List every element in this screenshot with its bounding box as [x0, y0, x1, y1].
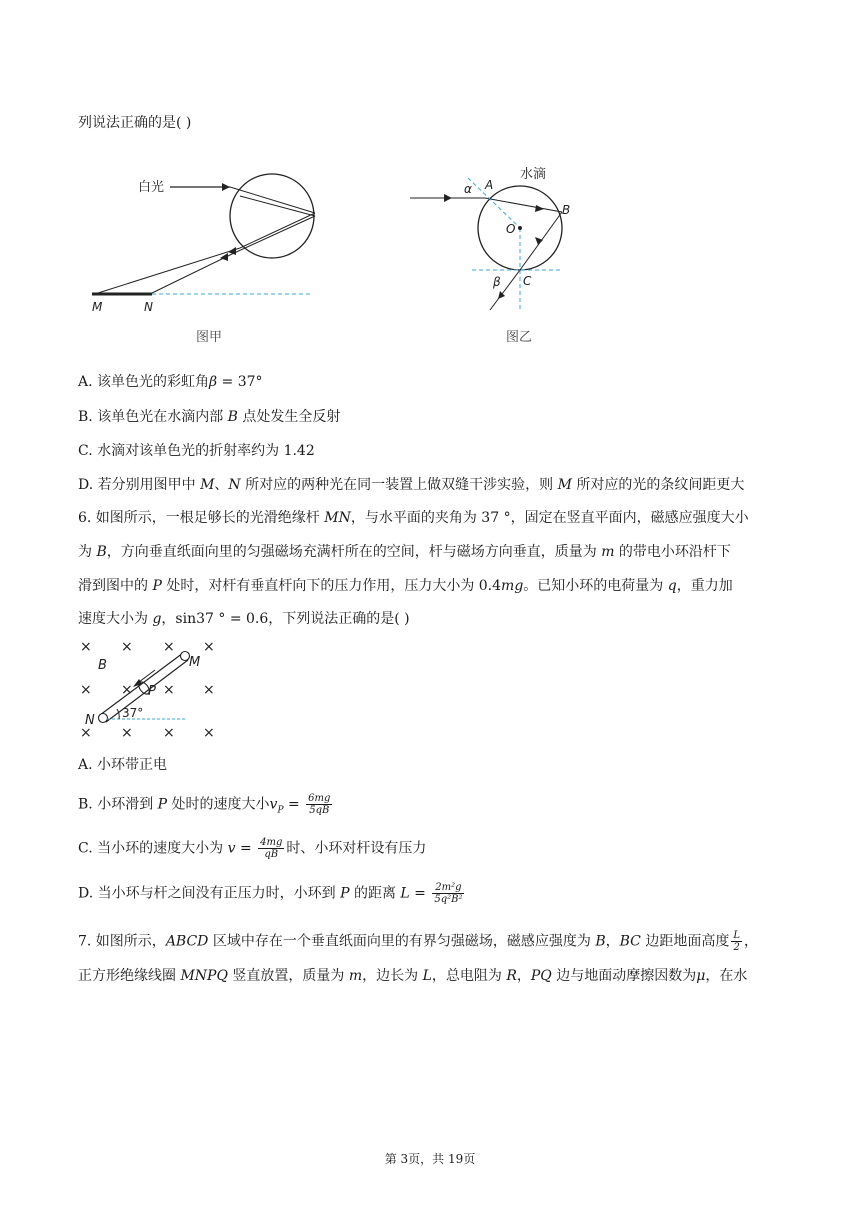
q6-c-var: v — [227, 840, 236, 857]
figure-yi — [410, 160, 590, 350]
q6-c-num: 4mg — [260, 837, 283, 848]
q7-l1v3: BC — [619, 933, 641, 950]
page-footer: 第 3页，共 19页 — [384, 1152, 476, 1166]
q6-b-fraction — [306, 793, 332, 816]
q6-b-den: 5qB — [309, 805, 330, 816]
q6-label-N: N — [85, 713, 95, 728]
q6-label-B: B — [98, 658, 107, 673]
q6-b-pre: B. 小环滑到 — [78, 796, 158, 813]
q6-c-post: 时、小环对杆设有压力 — [286, 840, 427, 857]
cross-12: × — [203, 725, 215, 741]
q6-l2v2: m — [601, 544, 615, 560]
q6-d-var2: L — [400, 885, 410, 902]
q6-line-2 — [78, 542, 731, 562]
q6-d-fraction — [432, 882, 464, 905]
q6-d-eq: = — [409, 885, 431, 902]
q6-d-den: 5q²B² — [434, 894, 463, 905]
q6-line-4 — [78, 609, 410, 629]
cross-2: × — [121, 639, 133, 655]
q6-line-3 — [78, 576, 733, 596]
label-B: B — [562, 203, 571, 217]
q6-option-c — [78, 837, 426, 860]
q6-label-P: P — [148, 684, 156, 699]
q5-d-v2: N — [228, 477, 241, 493]
q5-d-v3: M — [557, 477, 572, 493]
q6-l3a: 滑到图中的 — [78, 578, 153, 594]
cross-4: × — [203, 639, 215, 655]
q5-d-p2: 、 — [214, 477, 229, 493]
q6-l2v: B — [96, 544, 107, 560]
q7-l1c: ， — [605, 933, 620, 950]
q6-b-sub: P — [277, 805, 284, 816]
q6-l3d: ，重力加 — [676, 578, 733, 594]
figure-jia — [80, 160, 330, 350]
label-alpha: α — [464, 182, 472, 196]
q6-l2c: 的带电小环沿杆下 — [614, 544, 731, 560]
q6-option-a: A. 小环带正电 — [78, 757, 168, 773]
cross-6: × — [121, 682, 133, 698]
q6-l1b: ，与水平面的夹角为 37 °，固定在竖直平面内，磁感应强度大小 — [350, 510, 749, 526]
q7-l2v6: μ — [696, 968, 706, 984]
q5-b-pre: B. 该单色光在水滴内部 — [78, 409, 228, 425]
q5-b-var: B — [227, 409, 238, 425]
q5-d-v1: M — [200, 477, 215, 493]
cross-8: × — [203, 682, 215, 698]
q7-l2d: ，总电阻为 — [431, 968, 507, 984]
q5-a-var: β — [209, 374, 218, 390]
q6-option-d — [78, 882, 466, 905]
q7-l2v4: R — [506, 968, 517, 984]
cross-5: × — [80, 682, 92, 698]
q7-l2a: 正方形绝缘线圈 — [78, 968, 181, 984]
cross-7: × — [163, 682, 175, 698]
q5-option-c: C. 水滴对该单色光的折射率约为 1.42 — [78, 443, 315, 459]
q7-l1d: 边距地面高度 — [640, 933, 730, 950]
q7-l2v5: PQ — [530, 968, 552, 984]
q7-l1e: ， — [743, 933, 758, 950]
q7-num: L — [733, 930, 740, 941]
q6-l3v2: mg — [501, 578, 524, 594]
cross-1: × — [80, 639, 92, 655]
white-light-label: 白光 — [138, 180, 165, 195]
q7-l2f: 边与地面动摩擦因数为 — [551, 968, 697, 984]
q6-d-pre: D. 当小环与杆之间没有正压力时，小环到 — [78, 885, 341, 902]
intro-line: 列说法正确的是( ) — [78, 115, 192, 131]
q6-l4v: g — [152, 611, 162, 627]
cross-10: × — [121, 725, 133, 741]
q7-l1v2: B — [595, 933, 606, 950]
q6-b-var: P — [157, 796, 168, 813]
cross-11: × — [163, 725, 175, 741]
q7-l2c: ，边长为 — [362, 968, 423, 984]
q7-l2g: ，在水 — [705, 968, 748, 984]
label-beta: β — [493, 275, 501, 289]
q5-option-b — [78, 407, 340, 427]
q7-l2b: 竖直放置，质量为 — [227, 968, 349, 984]
figure-q6 — [75, 635, 225, 745]
q7-den: 2 — [733, 942, 740, 953]
q5-b-post: 点处发生全反射 — [237, 409, 341, 425]
q7-l2e: ， — [516, 968, 531, 984]
label-O: O — [506, 222, 516, 236]
q6-d-num: 2m²g — [432, 882, 464, 894]
q6-l1a: 6. 如图所示，一根足够长的光滑绝缘杆 — [78, 510, 325, 526]
q6-c-fraction — [258, 837, 284, 860]
q5-a-pre: A. 该单色光的彩虹角 — [78, 374, 210, 390]
q5-d-p3: 所对应的两种光在同一装置上做双缝干涉实验，则 — [240, 477, 558, 493]
q6-c-pre: C. 当小环的速度大小为 — [78, 840, 228, 857]
q6-line-1 — [78, 508, 749, 528]
label-M: M — [92, 300, 103, 314]
q5-d-p1: D. 若分别用图甲中 — [78, 477, 201, 493]
caption-jia: 图甲 — [196, 330, 223, 345]
q6-d-var: P — [340, 885, 350, 902]
q6-l3c: 。已知小环的电荷量为 — [523, 578, 668, 594]
q7-l1b: 区域中存在一个垂直纸面向里的有界匀强磁场，磁感应强度为 — [208, 933, 596, 950]
q6-b-var2: v — [269, 796, 278, 813]
q5-option-d — [78, 475, 744, 495]
q5-option-a — [78, 372, 263, 392]
label-C: C — [523, 274, 532, 288]
q7-l2v3: L — [422, 968, 432, 984]
cross-9: × — [80, 725, 92, 741]
q7-line-1 — [78, 930, 758, 953]
caption-yi: 图乙 — [506, 330, 533, 345]
q6-l4a: 速度大小为 — [78, 611, 153, 627]
label-A: A — [485, 178, 494, 192]
q7-l2v2: m — [348, 968, 363, 984]
q7-l1v: ABCD — [165, 933, 209, 950]
q6-c-den: qB — [264, 849, 279, 860]
label-N: N — [144, 300, 153, 314]
q6-b-num: 6mg — [308, 793, 331, 804]
q6-l3b: 处时，对杆有垂直杆向下的压力作用，压力大小为 0.4 — [161, 578, 502, 594]
q5-a-post: = 37° — [217, 374, 263, 390]
q6-l2a: 为 — [78, 544, 97, 560]
q6-l4b: ，sin37 ° = 0.6，下列说法正确的是( ) — [161, 611, 410, 627]
q6-b-mid: 处时的速度大小 — [167, 796, 270, 813]
q6-l1v: MN — [324, 510, 351, 526]
q7-l2v: MNPQ — [180, 968, 228, 984]
q7-l1a: 7. 如图所示， — [78, 933, 166, 950]
q6-d-mid: 的距离 — [349, 885, 401, 902]
q6-option-b — [78, 793, 334, 820]
q7-fraction — [731, 930, 742, 953]
q6-l3v3: q — [667, 578, 677, 594]
q5-d-p4: 所对应的光的条纹间距更大 — [571, 477, 745, 493]
q6-l3v: P — [152, 578, 162, 594]
q6-label-angle: 37° — [122, 706, 144, 720]
droplet-circle — [230, 174, 314, 258]
q6-label-M: M — [189, 655, 201, 670]
water-drop-label: 水滴 — [520, 167, 547, 182]
q6-l2b: ，方向垂直纸面向里的匀强磁场充满杆所在的空间，杆与磁场方向垂直，质量为 — [106, 544, 602, 560]
q6-b-eq: = — [283, 796, 305, 813]
q7-line-2 — [78, 966, 747, 986]
cross-3: × — [163, 639, 175, 655]
q6-c-eq: = — [235, 840, 257, 857]
